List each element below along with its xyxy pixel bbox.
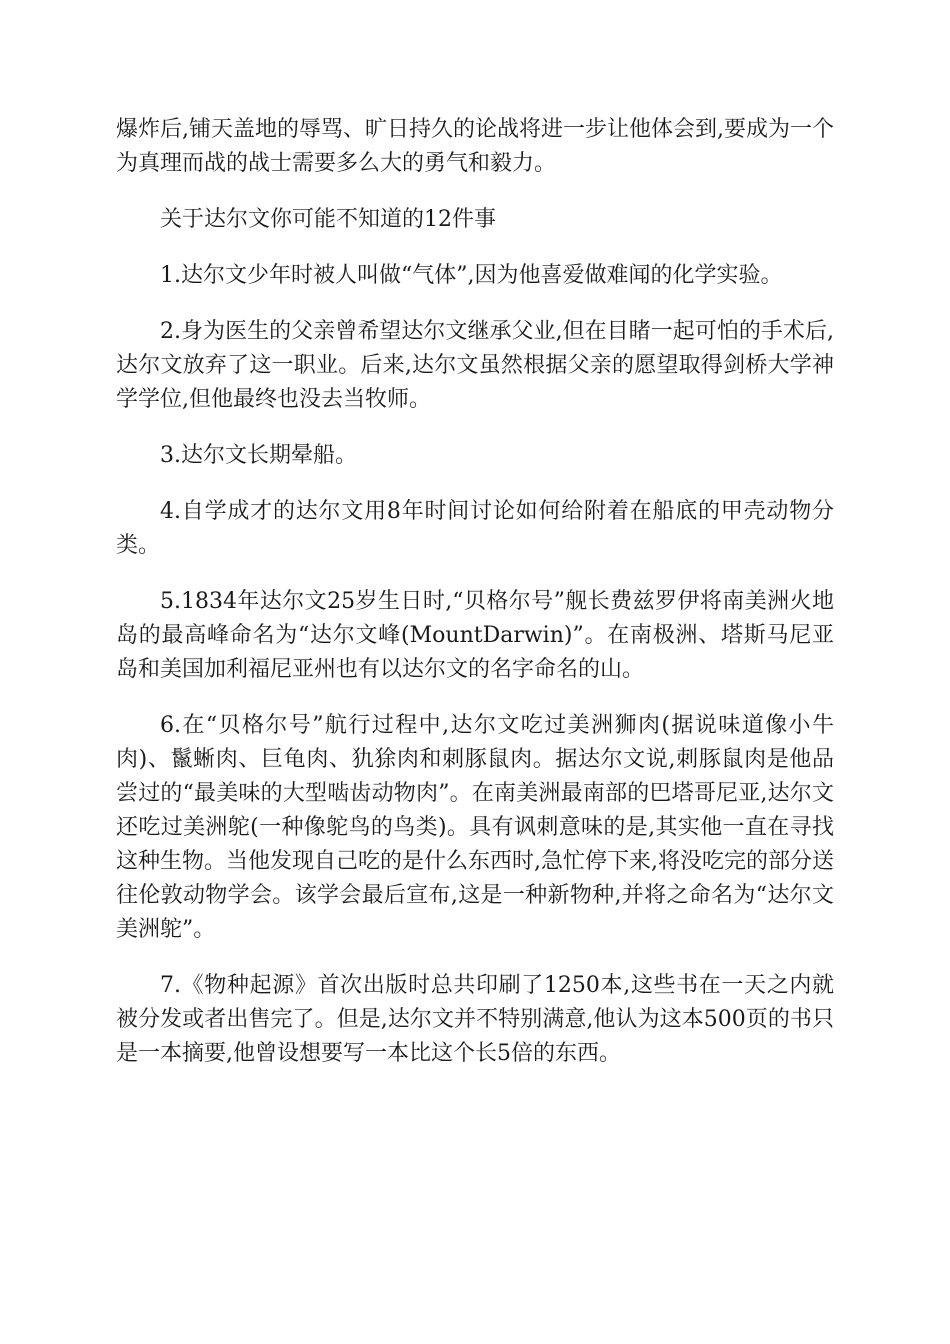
list-item-6: 6.在“贝格尔号”航行过程中,达尔文吃过美洲狮肉(据说味道像小牛肉)、鬣蜥肉、巨龟肉、犰狳肉和刺豚鼠肉。据达尔文说,刺豚鼠肉是他品尝过的“最美味的大型啮齿动物肉”。在南美洲最南部的巴塔哥尼亚,达尔文还吃过美洲鸵(一种像鸵鸟的鸟类)。具有讽刺意味的是,其实他一直在寻找这种生物。当他发现自己吃的是什么东西时,急忙停下来,将没吃完的部分送往伦敦动物学会。该学会最后宣布,这是一种新物种,并将之命名为“达尔文美洲鸵”。 [116, 713, 834, 942]
list-item-7: 7.《物种起源》首次出版时总共印刷了1250本,这些书在一天之内就被分发或者出售完了。但是,达尔文并不特别满意,他认为这本500页的书只是一本摘要,他曾设想要写一本比这个长5倍的东西。 [116, 973, 834, 1066]
list-item-4: 4.自学成才的达尔文用8年时间讨论如何给附着在船底的甲壳动物分类。 [116, 499, 834, 558]
paragraph-continuation: 爆炸后,铺天盖地的辱骂、旷日持久的论战将进一步让他体会到,要成为一个为真理而战的战士需要多么大的勇气和毅力。 [116, 117, 834, 176]
section-heading: 关于达尔文你可能不知道的12件事 [160, 207, 496, 232]
list-item-3: 3.达尔文长期晕船。 [160, 443, 357, 468]
list-item-5: 5.1834年达尔文25岁生日时,“贝格尔号”舰长费兹罗伊将南美洲火地岛的最高峰命名为“达尔文峰(MountDarwin)”。在南极洲、塔斯马尼亚岛和美国加利福尼亚州也有以达尔文的名字命名的山。 [116, 589, 834, 682]
document-page [116, 113, 834, 1093]
list-item-1: 1.达尔文少年时被人叫做“气体”,因为他喜爱做难闻的化学实验。 [160, 263, 783, 288]
list-item-2: 2.身为医生的父亲曾希望达尔文继承父业,但在目睹一起可怕的手术后,达尔文放弃了这一职业。后来,达尔文虽然根据父亲的愿望取得剑桥大学神学学位,但他最终也没去当牧师。 [116, 319, 834, 412]
